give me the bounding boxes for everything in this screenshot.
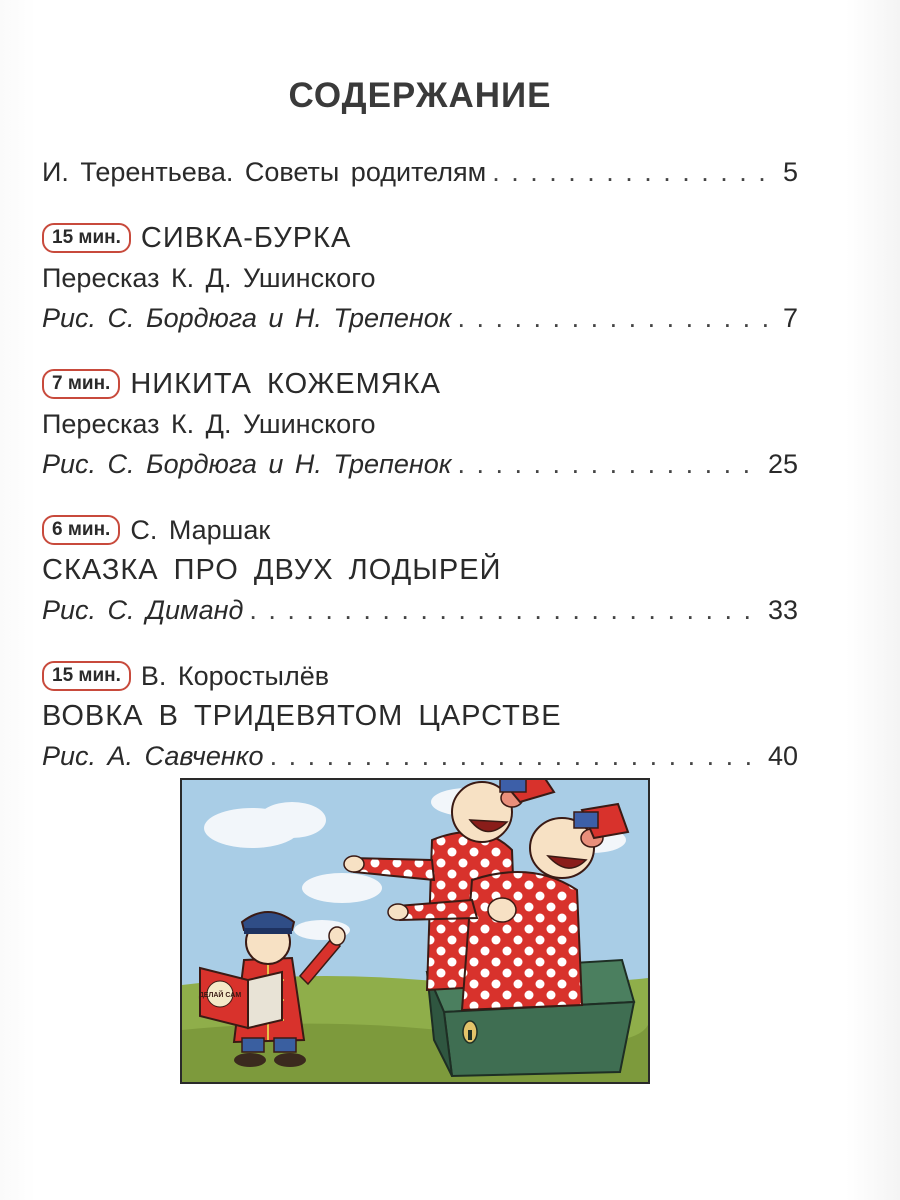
toc-entry-two-idlers <box>42 510 798 630</box>
toc-entry-heading[interactable] <box>42 218 798 258</box>
illustration-svg <box>182 780 648 1082</box>
dot-leader <box>249 590 762 630</box>
story-title: НИКИТА КОЖЕМЯКА <box>130 368 441 400</box>
toc-entry-heading[interactable] <box>42 510 798 550</box>
toc-intro <box>42 152 798 192</box>
toc-line[interactable] <box>42 590 798 630</box>
dot-leader <box>458 444 762 484</box>
toc-line[interactable] <box>42 152 798 192</box>
illustrator-credit: Рис. А. Савченко <box>42 741 264 771</box>
retelling-credit: Пересказ К. Д. Ушинского <box>42 263 376 293</box>
illustrator-credit: Рис. С. Бордюга и Н. Трепенок <box>42 303 452 333</box>
toc-entry-heading[interactable] <box>42 364 798 404</box>
page-number: 33 <box>767 595 798 625</box>
page-title: СОДЕРЖАНИЕ <box>288 76 552 115</box>
story-author: С. Маршак <box>130 515 271 545</box>
story-title: СКАЗКА ПРО ДВУХ ЛОДЫРЕЙ <box>42 554 502 586</box>
page-number: 25 <box>767 449 798 479</box>
toc-line[interactable] <box>42 736 798 776</box>
dot-leader <box>270 736 762 776</box>
toc-entry-nikita-kozhemyaka <box>42 364 798 484</box>
toc-entry-vovka <box>42 656 798 776</box>
story-illustration <box>180 778 650 1084</box>
toc-line[interactable] <box>42 444 798 484</box>
reading-time-badge: 15 мин. <box>42 661 131 691</box>
illustrator-credit: Рис. С. Диманд <box>42 595 244 625</box>
reading-time-badge: 6 мин. <box>42 515 120 545</box>
toc-entry-sivka-burka <box>42 218 798 338</box>
retelling-credit: Пересказ К. Д. Ушинского <box>42 409 376 439</box>
cloud <box>258 802 326 838</box>
page-number: 40 <box>767 741 798 771</box>
page-number: 5 <box>782 157 798 187</box>
toc-entry-heading[interactable] <box>42 656 798 696</box>
toc-line[interactable] <box>42 298 798 338</box>
story-author: В. Коростылёв <box>140 661 330 691</box>
story-title: СИВКА-БУРКА <box>140 222 352 254</box>
dot-leader <box>492 152 777 192</box>
cloud <box>302 873 382 903</box>
reading-time-badge: 7 мин. <box>42 369 120 399</box>
illustrator-credit: Рис. С. Бордюга и Н. Трепенок <box>42 449 452 479</box>
reading-time-badge: 15 мин. <box>42 223 131 253</box>
toc-intro-text: И. Терентьева. Советы родителям <box>42 157 487 187</box>
table-of-contents <box>42 152 798 776</box>
dot-leader <box>458 298 777 338</box>
book-cover-label: ДЕЛАЙ САМ <box>198 992 242 999</box>
story-title: ВОВКА В ТРИДЕВЯТОМ ЦАРСТВЕ <box>42 700 562 732</box>
page-number: 7 <box>782 303 798 333</box>
